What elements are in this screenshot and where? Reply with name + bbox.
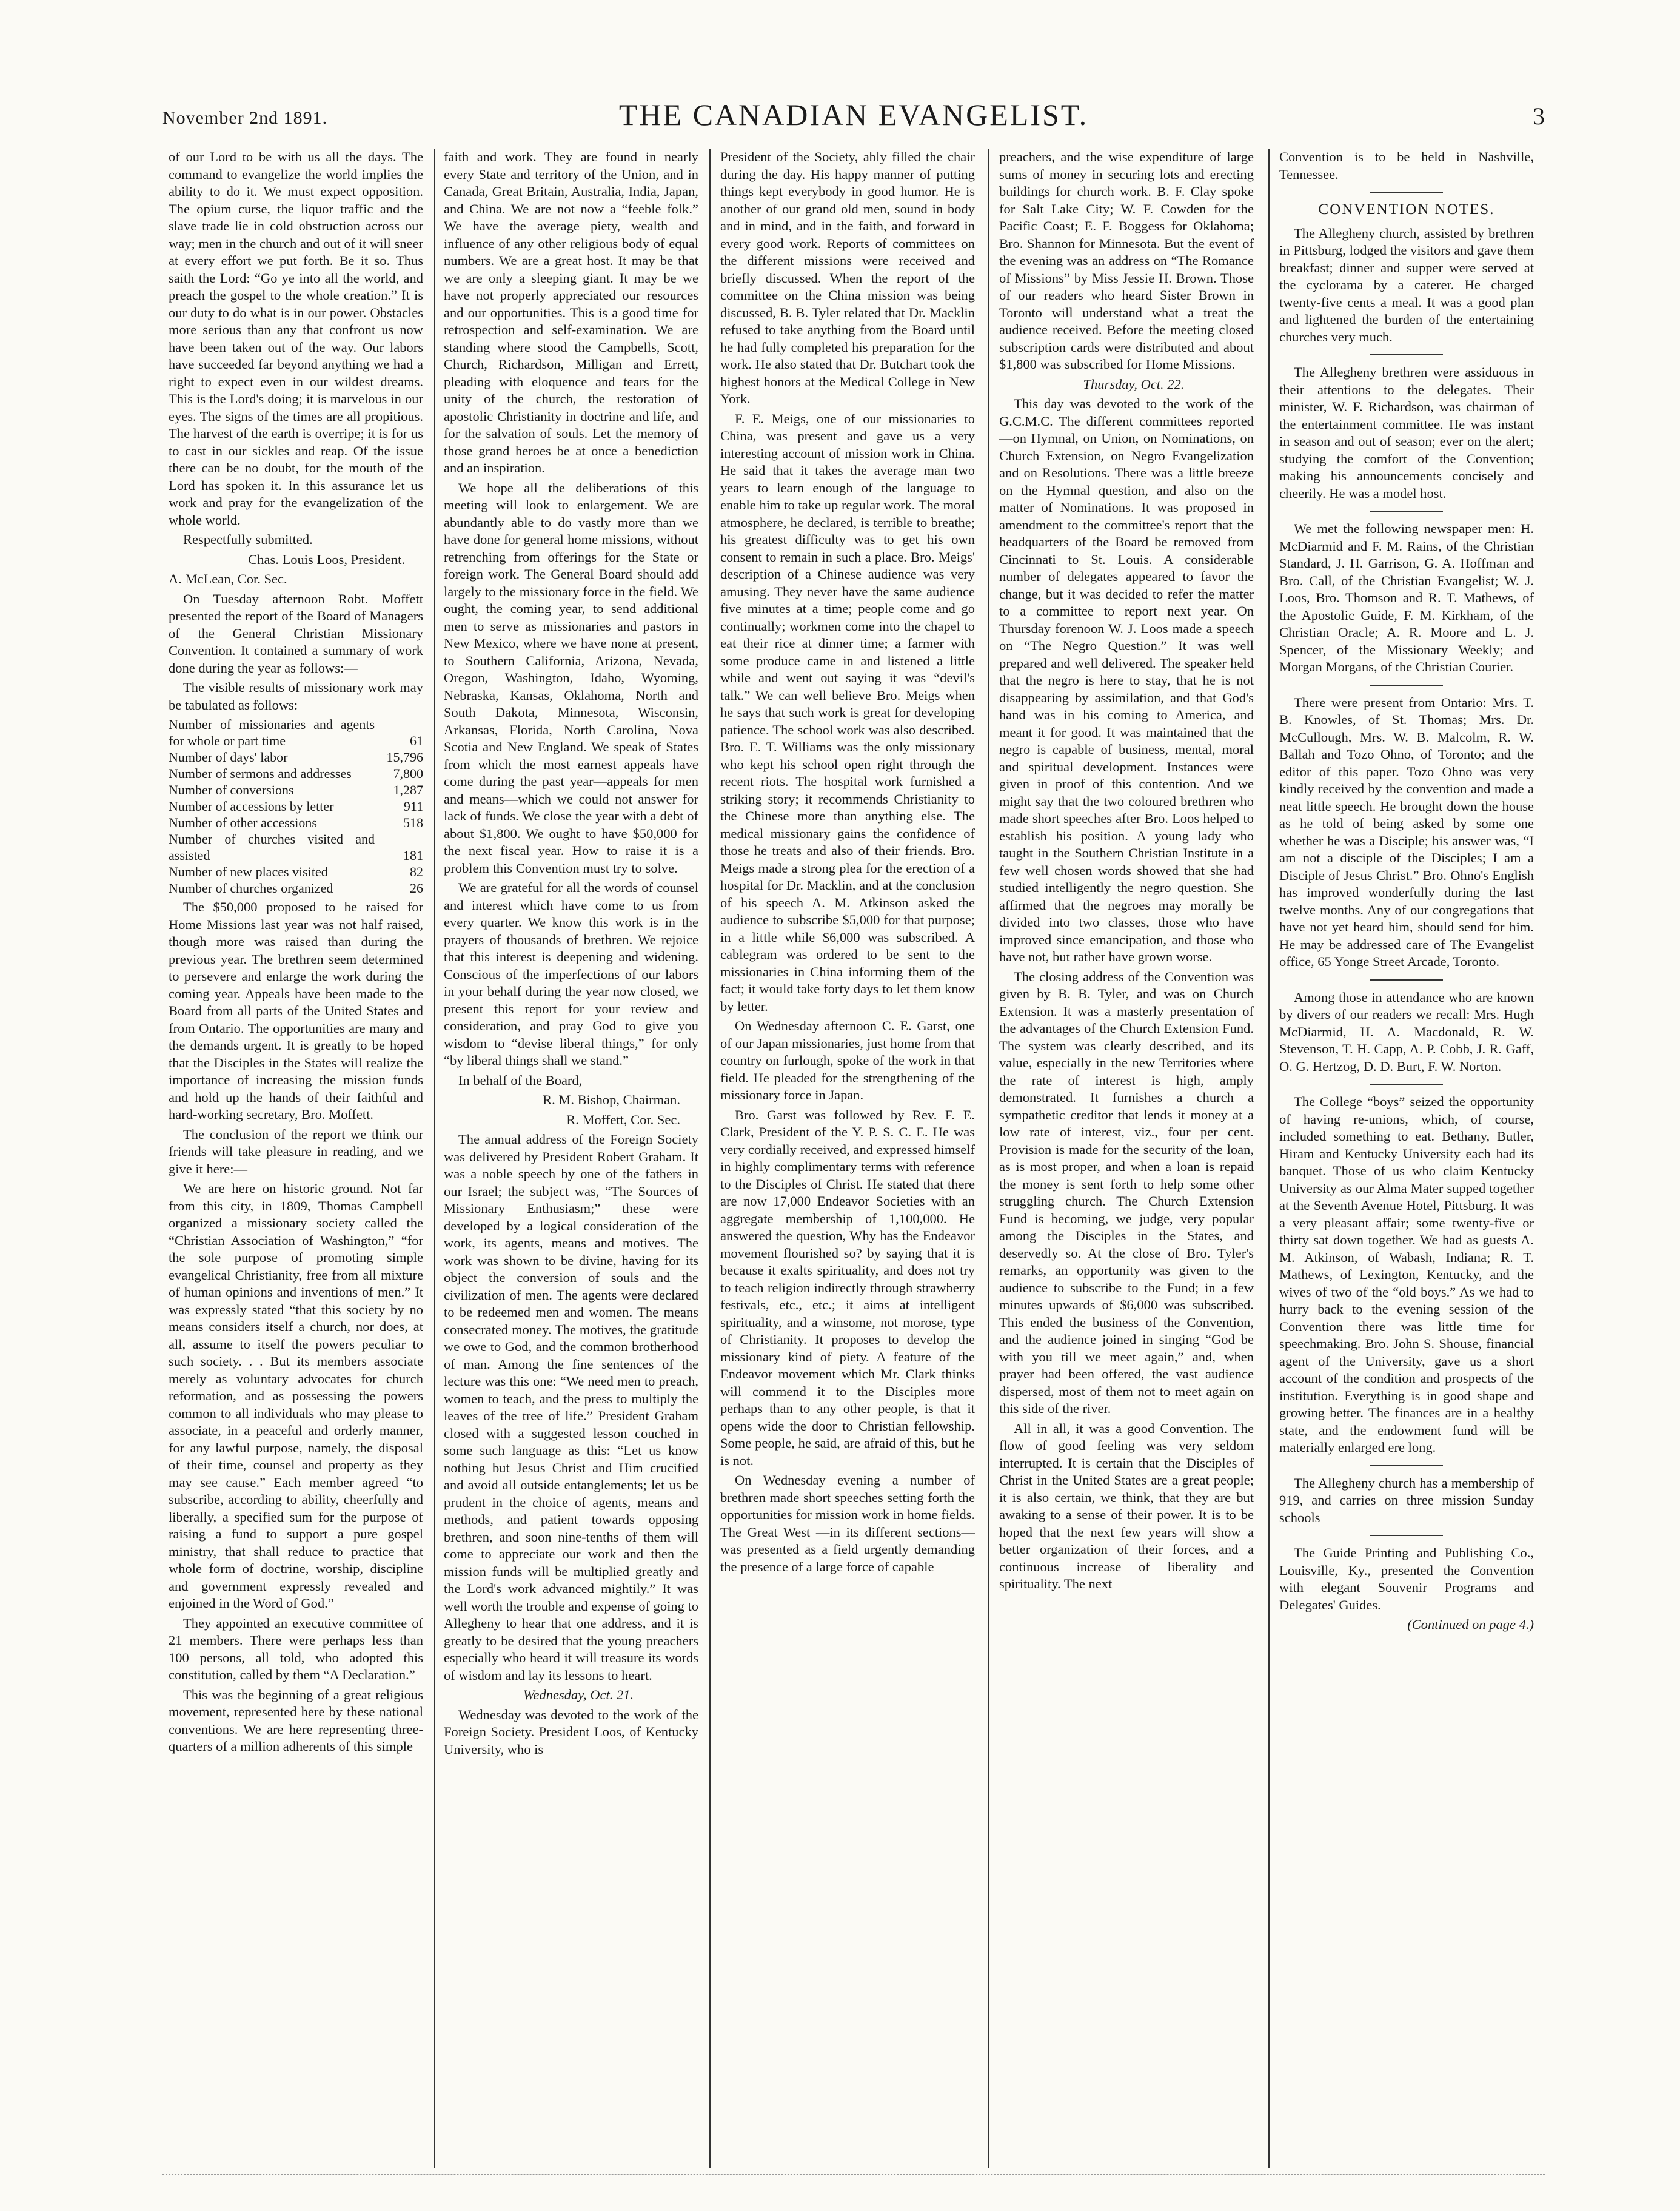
paragraph: On Wednesday afternoon C. E. Garst, one of our Japan missionaries, just home from that country on furlough, spoke of the work in that field. He pleaded for the strengthening of the missionary force in Japan.	[720, 1018, 975, 1102]
section-rule	[1370, 1465, 1443, 1466]
paragraph: The Allegheny church has a membership of 919, and carries on three mission Sunday schools	[1279, 1475, 1534, 1525]
section-rule	[1370, 354, 1443, 355]
paragraph: The Allegheny brethren were assiduous in their attentions to the delegates. Their minister, W. F. Richardson, was chairman of the entertainment committee. He was instant in season and out of season; ever on the alert; studying the comfort of the Convention; making his announcements concisely and cheerily. He was a model host.	[1279, 364, 1534, 501]
table-row: Number of churches organized 26	[169, 881, 423, 896]
column-divider	[709, 149, 711, 2168]
paragraph: Wednesday was devoted to the work of the Foreign Society. President Loos, of Kentucky University, who is	[444, 1706, 698, 1757]
paragraph: We met the following newspaper men: H. McDiarmid and F. M. Rains, of the Christian Standard, J. H. Garrison, G. A. Hoffman and Bro. Call, of the Christian Evangelist; W. J. Loos, Bro. Thomson and R. T. Mathews, of the Apostolic Guide, F. M. Kirkham, of the Christian Oracle; A. R. Moore and L. J. Spencer, of the Missionary Weekly; and Morgan Morgans, of the Christian Courier.	[1279, 521, 1534, 674]
column-3	[720, 149, 975, 2174]
signature: R. M. Bishop, Chairman.	[543, 1092, 680, 1107]
paragraph: The closing address of the Convention was given by B. B. Tyler, and was on Church Extension. It was a masterly presentation of the advantages of the Church Extension Fund. The system was clearly described, and its value, especially in the new Territories where the rate of interest is high, amply demonstrated. It furnishes a church a sympathetic creditor that lends it money at a low rate of interest, viz., four per cent. Provision is made for the security of the loan, as is most proper, and when a loan is repaid the money is sent forth to help some other struggling church. The Church Extension Fund is becoming, we judge, very popular among the Disciples in the States, and deservedly so. At the close of Bro. Tyler's remarks, an opportunity was given to the audience to subscribe to the Fund; in a few minutes upwards of $6,000 was subscribed. This ended the business of the Convention, and the audience joined in singing “God be with you till we meet again,” and, when prayer had been offered, the vast audience dispersed, most of them not to meet again on this side of the river.	[999, 968, 1254, 1416]
signature: A. McLean, Cor. Sec.	[169, 571, 287, 586]
table-row: Number of new places visited 82	[169, 864, 423, 879]
paragraph: preachers, and the wise expenditure of large sums of money in securing lots and erecting buildings for church work. B. F. Clay spoke for Salt Lake City; W. F. Cowden for the Pacific Coast; E. F. Boggess for Oklahoma; Bro. Shannon for Minnesota. But the event of the evening was an address on “The Romance of Missions” by Miss Jessie H. Brown. Those of our readers who heard Sister Brown in Toronto will understand what a treat the audience received. Before the meeting closed subscription cards were distributed and about $1,800 was subscribed for Home Missions.	[999, 149, 1254, 372]
paragraph: The conclusion of the report we think our friends will take pleasure in reading, and we give it here:—	[169, 1126, 423, 1176]
section-date: Wednesday, Oct. 21.	[523, 1687, 634, 1702]
page-header	[162, 97, 1545, 133]
paragraph: We are grateful for all the words of counsel and interest which have come to us from every quarter. We know this work is in the prayers of thousands of brethren. We rejoice that this interest is deepening and widening. Conscious of the imperfections of our labors in your behalf during the year now closed, we present this report for your review and consideration, and pray God to give you wisdom to “devise liberal things,” for only “by liberal things shall we stand.”	[444, 880, 698, 1068]
paragraph: The annual address of the Foreign Society was delivered by President Robert Graham. It was a noble speech by one of the fathers in our Israel; the subject was, “The Sources of Missionary Enthusiasm;” these were developed by a logical consideration of the work, its agents, means and motives. The work was shown to be divine, having for its object the conversion of souls and the civilization of men. The agents were declared to be redeemed men and women. The means consecrated money. The motives, the gratitude we owe to God, and the common brotherhood of man. Among the fine sentences of the lecture was this one: “We need men to preach, women to teach, and the press to multiply the leaves of the tree of life.” President Graham closed with a suggested lesson couched in some such language as this: “Let us know nothing but Jesus Christ and Him crucified and avoid all outside entanglements; let us be prudent in the choice of agents, means and methods, and patient towards opposing brethren, and soon nine-tenths of them will come to appreciate our work and then the mission funds will be multiplied greatly and the Lord's work advanced mightily.” It was well worth the trouble and expense of going to Allegheny to hear that one address, and it is greatly to be desired that the young preachers especially who heard it will treasure its words of wisdom and lay its lessons to heart.	[444, 1132, 698, 1683]
signature: Chas. Louis Loos, President.	[248, 551, 405, 567]
paragraph: of our Lord to be with us all the days. The command to evangelize the world implies the ability to do it. We must expect opposition. The opium curse, the liquor traffic and the slave trade lie in cold obstruction across our way; men in the church and out of it will sneer at every effort we put forth. Be it so. Thus saith the Lord: “Go ye into all the world, and preach the gospel to the whole creation.” It is our duty to do what is in our power. Obstacles more serious than any that confront us now have been taken out of the way. Our labors have succeeded far beyond anything we had a right to expect even in our wildest dreams. This is the Lord's doing; it is marvelous in our eyes. The signs of the times are all propitious. The harvest of the earth is overripe; it is for us to cast in our sickles and reap. Of the issue there can be no doubt, for the mouth of the Lord has spoken it. In this assurance let us work and pray for the evangelization of the whole world.	[169, 149, 423, 528]
table-row: Number of sermons and addresses 7,800	[169, 766, 423, 781]
missionary-results-table	[169, 716, 423, 896]
paragraph: We hope all the deliberations of this meeting will look to enlargement. We are abundantly able to do vastly more than we have done for general home missions, without retrenching from offerings for the State or foreign work. The General Board should add largely to the missionary force in the field. We ought, the coming year, to send additional men to serve as missionaries and pastors in New Mexico, where we have none at present, to Southern California, Arizona, Nevada, Oregon, Washington, Idaho, Wyoming, Nebraska, Kansas, Oklahoma, North and South Dakota, Minnesota, Wisconsin, Arkansas, Florida, North Carolina, Nova Scotia and New England. We speak of States from which the most earnest appeals have come during the past year—appeals for men and means—which we could not answer for lack of funds. We close the year with a debt of about $1,800. We ought to have $50,000 for the next fiscal year. How to raise it is a problem this Convention must try to solve.	[444, 480, 698, 876]
paragraph: The Allegheny church, assisted by brethren in Pittsburg, lodged the visitors and gave them breakfast; dinner and supper were served at the cyclorama by a caterer. He charged twenty-five cents a meal. It was a good plan and lightened the burden of the entertaining churches very much.	[1279, 225, 1534, 344]
paragraph: F. E. Meigs, one of our missionaries to China, was present and gave us a very interesting account of mission work in China. He said that it takes the average man two years to learn enough of the language to enable him to take up regular work. The moral atmosphere, he declared, is terrible to breathe; his greatest difficulty was to get his own consent to remain in such a place. Bro. Meigs' description of a Chinese audience was very amusing. They never have the same audience five minutes at a time; people come and go continually; workmen come into the chapel to eat their rice at dinner time; a farmer with some produce came in and listened a little while and went out saying it was “devil's talk.” We can well believe Bro. Meigs when he says that such work is great for developing patience. The school work was also described. Bro. E. T. Williams was the only missionary who kept his school open right through the recent riots. The hospital work furnished a striking story; it recommends Christianity to the Chinese more than anything else. The medical missionary gains the confidence of those he treats and also of their friends. Bro. Meigs made a strong plea for the erection of a hospital for Dr. Macklin, and at the conclusion of his speech A. M. Atkinson asked the audience to subscribe $5,000 for that purpose; in a little while $6,000 was subscribed. A cablegram was ordered to be sent to the missionaries in China informing them of the fact; it would take forty days to let them know by letter.	[720, 411, 975, 1014]
section-rule	[1370, 1535, 1443, 1536]
section-rule	[1370, 192, 1443, 193]
page-number: 3	[1533, 102, 1545, 130]
paragraph: We are here on historic ground. Not far from this city, in 1809, Thomas Campbell organized a missionary society called the “Christian Association of Washington,” “for the sole purpose of promoting simple evangelical Christianity, free from all mixture of human opinions and inventions of men.” It was expressly stated “that this society by no means considers itself a church, nor does, at all, assume to itself the powers peculiar to such society. . . But its members associate merely as voluntary advocates for church reformation, and as possessing the powers common to all individuals who may please to associate, in a peaceful and orderly manner, for any lawful purpose, namely, the disposal of their time, counsel and property as they may see cause.” Each member agreed “to subscribe, according to ability, cheerfully and liberally, a specified sum for the purpose of raising a fund to support a pure gospel ministry, that shall reduce to practice that whole form of doctrine, worship, discipline and government expressly revealed and enjoined in the Word of God.”	[169, 1181, 423, 1611]
column-5	[1279, 149, 1534, 2174]
bottom-edge-rule	[162, 2174, 1545, 2175]
paragraph: On Tuesday afternoon Robt. Moffett presented the report of the Board of Managers of the General Christian Missionary Convention. It contained a summary of work done during the year as follows:—	[169, 591, 423, 676]
paragraph: The visible results of missionary work may be tabulated as follows:	[169, 680, 423, 713]
section-heading: CONVENTION NOTES.	[1318, 201, 1495, 218]
issue-date: November 2nd 1891.	[162, 108, 328, 128]
paragraph: On Wednesday evening a number of brethren made short speeches setting forth the opportunities for mission work in home fields. The Great West —in its different sections—was presented as a field urgently demanding the presence of a large force of capable	[720, 1472, 975, 1574]
column-2	[444, 149, 698, 2174]
section-rule	[1370, 979, 1443, 981]
table-row: Number of missionaries and agents for whole or part time 61	[169, 717, 423, 748]
paragraph: The $50,000 proposed to be raised for Home Missions last year was not half raised, though more was raised than during the previous year. The brethren seem determined to persevere and enlarge the work during the coming year. Appeals have been made to the Board from all parts of the United States and from Ontario. The opportunities are many and the demands urgent. It is greatly to be hoped that the Disciples in the States will realize the importance of increasing the mission funds and hold up the hands of their faithful and hard-working secretary, Bro. Moffett.	[169, 899, 423, 1122]
paragraph: Among those in attendance who are known by divers of our readers we recall: Mrs. Hugh McDiarmid, H. A. Macdonald, R. W. Stevenson, T. H. Capp, A. P. Cobb, J. R. Gaff, O. G. Hertzog, D. D. Burt, F. W. Norton.	[1279, 989, 1534, 1074]
table-row: Number of days' labor 15,796	[169, 750, 423, 765]
section-rule	[1370, 511, 1443, 512]
paragraph: All in all, it was a good Convention. The flow of good feeling was very seldom interrupted. It is certain that the Disciples of Christ in the United States are a great people; it is also certain, we think, that they are but awaking to a sense of their power. It is to be hoped that the next few years will show a better organization of their forces, and a continuous increase of liberality and spirituality. The next	[999, 1420, 1254, 1591]
table-row: Number of accessions by letter 911	[169, 799, 423, 814]
column-4	[999, 149, 1254, 2174]
paragraph: faith and work. They are found in nearly every State and territory of the Union, and in Canada, Great Britain, Australia, India, Japan, and China. We are not now a “feeble folk.” We have the average piety, wealth and influence of any other religious body of equal numbers. We are a great host. It may be that we are only a sleeping giant. It may be we have not properly appreciated our resources and our opportunities. This is a good time for retrospection and self-examination. We are standing where stood the Campbells, Scott, Church, Richardson, Milligan and Errett, pleading with eloquence and tears for the unity of the church, the restoration of apostolic Christianity in doctrine and life, and for the salvation of souls. Let the memory of those grand heroes be at once a benediction and an inspiration.	[444, 149, 698, 475]
paragraph: Bro. Garst was followed by Rev. F. E. Clark, President of the Y. P. S. C. E. He was very cordially received, and expressed himself in highly complimentary terms with reference to the Disciples of Christ. He stated that there are now 17,000 Endeavor Societies with an aggregate membership of 1,100,000. He answered the question, Why has the Endeavor movement flourished so? by saying that it is because it exalts spirituality, and does not try to teach religion indirectly through strawberry festivals, etc., etc.; it aims at intelligent spirituality, and a winsome, not morose, type of Christianity. It proposes to develop the missionary kind of piety. A feature of the Endeavor movement which Mr. Clark thinks will commend it to the Disciples more perhaps than to any other people, is that it opens wide the door to Christian fellowship. Some people, he said, are afraid of this, but he is not.	[720, 1107, 975, 1468]
paragraph: Respectfully submitted.	[183, 532, 313, 547]
section-date: Thursday, Oct. 22.	[1083, 376, 1185, 392]
table-row: Number of conversions 1,287	[169, 782, 423, 797]
paragraph: This day was devoted to the work of the G.C.M.C. The different committees reported—on Hymnal, on Union, on Nominations, on Church Extension, on Negro Evangelization and on Resolutions. There was a little breeze on the Hymnal question, and also on the matter of Nominations. It was proposed in amendment to the committee's report that the headquarters of the Board be removed from Cincinnati to St. Louis. A considerable number of delegates appeared to favor the change, but it was decided to refer the matter to a committee to report next year. On Thursday forenoon W. J. Loos made a speech on “The Negro Question.” It was well prepared and well delivered. The speaker held that the negro is here to stay, that he is not disappearing by assimilation, and that God's hand was in his coming to America, and meant it for good. It was maintained that the negro is capable of business, mental, moral and spiritual development. Instances were given in proof of this contention. And we might say that the two coloured brethren who made short speeches after Bro. Loos helped to establish his position. A young lady who taught in the Southern Christian Institute in a few well chosen words showed that she had studied intelligently the negro question. She affirmed that the negroes may morally be divided into two classes, those who have improved since emancipation, and those who have not, but rather have grown worse.	[999, 396, 1254, 964]
paragraph: Convention is to be held in Nashville, Tennessee.	[1279, 149, 1534, 182]
column-1	[169, 149, 423, 2174]
paragraph: In behalf of the Board,	[458, 1072, 583, 1088]
paragraph: There were present from Ontario: Mrs. T. B. Knowles, of St. Thomas; Mrs. Dr. McCullough, Mrs. W. B. Malcolm, R. W. Ballah and Tozo Ohno, of Toronto; and the editor of this paper. Tozo Ohno was very kindly received by the convention and made a neat little speech. He brought down the house as he told of being asked by some one whether he was a Disciple; his answer was, “I am not a disciple of the Disciples; I am a Disciple of Jesus Christ.” Bro. Ohno's English has improved wonderfully during the last twelve months. Any of our congregations that have not yet heard him, should send for him. He may be addressed care of The Evangelist office, 65 Yonge Street Arcade, Toronto.	[1279, 694, 1534, 969]
paragraph: The Guide Printing and Publishing Co., Louisville, Ky., presented the Convention with elegant Souvenir Programs and Delegates' Guides.	[1279, 1545, 1534, 1612]
signature: R. Moffett, Cor. Sec.	[566, 1112, 680, 1127]
paragraph: This was the beginning of a great religious movement, represented here by these national conventions. We are here representing three-quarters of a million adherents of this simple	[169, 1686, 423, 1754]
section-rule	[1370, 1084, 1443, 1085]
paragraph: President of the Society, ably filled the chair during the day. His happy manner of putting things kept everybody in good humor. He is another of our grand old men, sound in body and in mind, and in the faith, and forward in every good work. Reports of committees on the different missions were received and briefly discussed. When the report of the committee on the China mission was being discussed, B. B. Tyler related that Dr. Macklin refused to take anything from the Board until he had fully completed his preparation for the work. He also stated that Dr. Butchart took the highest honors at the Medical College in New York.	[720, 149, 975, 406]
masthead-title: THE CANADIAN EVANGELIST.	[618, 98, 1089, 132]
column-divider	[434, 149, 435, 2168]
table-row: Number of churches visited and assisted 181	[169, 831, 423, 863]
paragraph: They appointed an executive committee of 21 members. There were perhaps less than 100 persons, all told, who adopted this constitution, called by them “A Declaration.”	[169, 1615, 423, 1682]
table-row: Number of other accessions 518	[169, 815, 423, 830]
paragraph: The College “boys” seized the opportunity of having re-unions, which, of course, included something to eat. Bethany, Butler, Hiram and Kentucky University each had its banquet. Those of us who claim Kentucky University as our Alma Mater supped together at the Seventh Avenue Hotel, Pittsburg. It was a very pleasant affair; some twenty-five or thirty sat down together. We had as guests A. M. Atkinson, of Wabash, Indiana; R. T. Mathews, of Lexington, Kentucky, and the wives of two of the “old boys.” As we had to hurry back to the evening session of the Convention there was little time for speechmaking. Bro. John S. Shouse, financial agent of the University, gave us a short account of the condition and prospects of the institution. Everything is in good shape and growing better. The finances are in a healthy state, and the endowment fund will be materially enlarged ere long.	[1279, 1094, 1534, 1455]
section-rule	[1370, 685, 1443, 686]
column-divider	[988, 149, 989, 2168]
continued-notice: (Continued on page 4.)	[1407, 1617, 1534, 1632]
column-divider	[1268, 149, 1270, 2168]
